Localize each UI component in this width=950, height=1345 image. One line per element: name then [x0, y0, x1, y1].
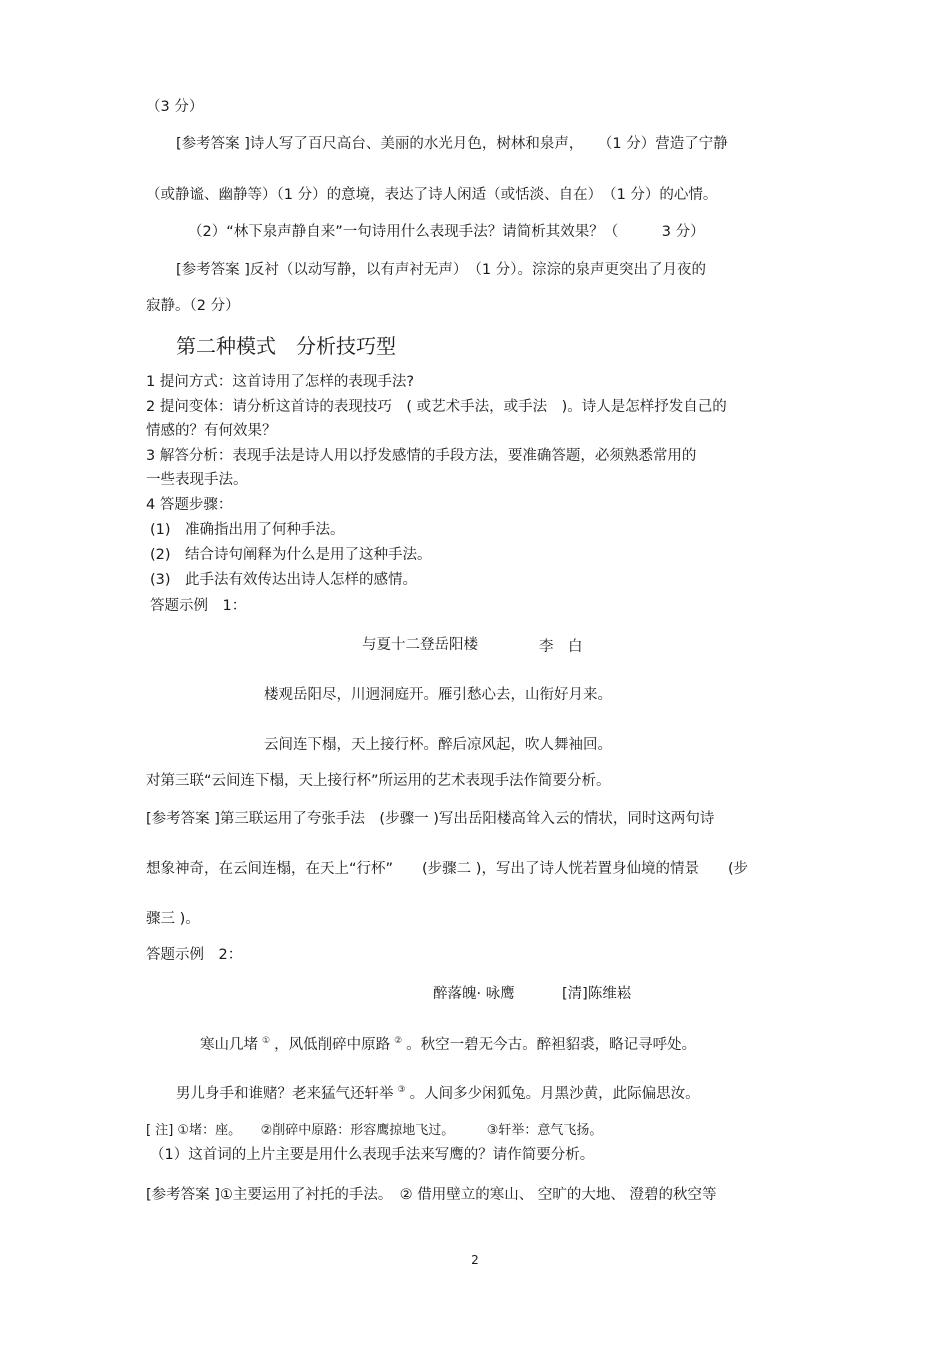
- poem-line: 楼观岳阳尽，川迥洞庭开。雁引愁心去，山衔好月来。: [264, 687, 612, 703]
- text-line: (2) 结合诗句阐释为什么是用了这种手法。: [150, 547, 432, 563]
- poem-author: 李 白: [539, 639, 583, 655]
- footnote-marker: ①: [262, 1036, 271, 1046]
- text-line: 一些表现手法。: [146, 472, 248, 488]
- text-line: (3) 此手法有效传达出诗人怎样的感情。: [150, 572, 418, 588]
- footnote-marker: ②: [394, 1036, 403, 1046]
- poem-author: [清]陈维崧: [562, 986, 632, 1002]
- text-line: 情感的？有何效果？: [146, 423, 277, 439]
- text-line: [参考答案 ]第三联运用了夸张手法 (步骤一 )写出岳阳楼高耸入云的情状，同时这两句诗: [146, 811, 715, 827]
- text-line: (1) 准确指出用了何种手法。: [150, 522, 345, 538]
- text-line: （2）“林下泉声静自来”一句诗用什么表现手法？请简析其效果？（ 3 分）: [188, 224, 705, 240]
- text-line: 寂静。（2 分）: [146, 298, 240, 314]
- poem-title: 与夏十二登岳阳楼: [362, 637, 478, 653]
- text-line: [参考答案 ]诗人写了百尺高台、美丽的水光月色，树林和泉声， （1 分）营造了宁静: [176, 136, 728, 152]
- text-line: 4 答题步骤：: [146, 497, 233, 513]
- text-line: （或静谧、幽静等）（1 分）的意境，表达了诗人闲适（或恬淡、自在） （1 分）的心情。: [146, 187, 718, 203]
- text-line: 答题示例 1：: [150, 598, 247, 614]
- text-line: 想象神奇，在云间连榻，在天上“行杯” (步骤二 )，写出了诗人恍若置身仙境的情景 (步: [146, 861, 749, 877]
- text-line: 3 解答分析：表现手法是诗人用以抒发感情的手段方法，要准确答题，必须熟悉常用的: [146, 448, 697, 464]
- poem-text: 寒山几堵: [200, 1037, 258, 1053]
- text-line: [参考答案 ]反衬（以动写静，以有声衬无声） （1 分）。淙淙的泉声更突出了月夜的: [176, 262, 707, 278]
- poem-text: 男儿身手和谁赌？老来猛气还轩举: [176, 1086, 394, 1102]
- section-heading: 第二种模式 分析技巧型: [176, 334, 396, 358]
- poem-title: 醉落魄· 咏鹰: [433, 986, 515, 1002]
- text-line: [参考答案 ]①主要运用了衬托的手法。 ② 借用壁立的寒山、 空旷的大地、 澄碧的秋空等: [146, 1187, 717, 1203]
- poem-text: ，风低削碎中原路: [274, 1037, 391, 1053]
- text-line: （1）这首词的上片主要是用什么表现手法来写鹰的？请作简要分析。: [150, 1147, 595, 1163]
- text-line: 1 提问方式：这首诗用了怎样的表现手法?: [146, 374, 415, 390]
- poem-line: 云间连下榻，天上接行杯。醉后凉风起，吹人舞袖回。: [264, 737, 612, 753]
- text-line: 答题示例 2：: [146, 947, 243, 963]
- poem-line: [200, 1035, 696, 1055]
- poem-line: [176, 1084, 700, 1104]
- poem-text: 。人间多少闲狐兔。月黑沙黄，此际偏思汝。: [409, 1086, 700, 1102]
- text-line: 2 提问变体：请分析这首诗的表现技巧 ( 或艺术手法，或手法 )。诗人是怎样抒发自己的: [146, 399, 727, 415]
- text-line: 骤三 )。: [146, 911, 200, 927]
- text-line: 对第三联“云间连下榻，天上接行杯”所运用的艺术表现手法作简要分析。: [146, 773, 611, 789]
- footnote-line: [ 注] ①堵：座。 ②削碎中原路：形容鹰掠地飞过。 ③轩举：意气飞扬。: [146, 1123, 603, 1138]
- page-number: 2: [471, 1253, 479, 1267]
- text-line: （3 分）: [146, 99, 204, 115]
- footnote-marker: ③: [397, 1085, 406, 1095]
- poem-text: 。秋空一碧无今古。醉袒貂裘，略记寻呼处。: [406, 1037, 697, 1053]
